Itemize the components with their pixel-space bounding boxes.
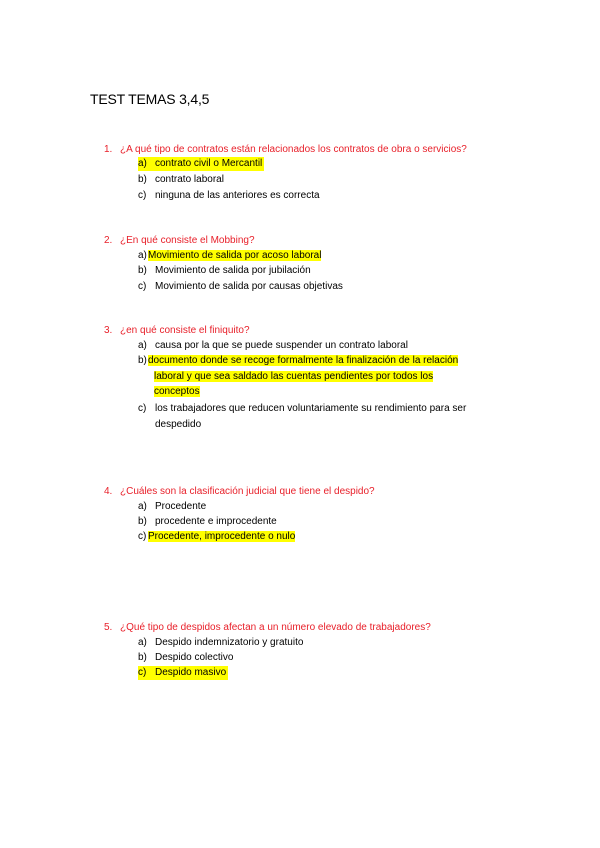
option-1c: c) ninguna de las anteriores es correcta: [138, 190, 320, 201]
option-3a: a) causa por la que se puede suspender un contrato laboral: [138, 340, 408, 351]
question-3: [104, 325, 250, 336]
question-text: ¿Cuáles son la clasificación judicial que tiene el despido?: [120, 486, 375, 497]
option-4a: a) Procedente: [138, 501, 207, 512]
question-number: 5.: [104, 622, 113, 633]
question-text: ¿A qué tipo de contratos están relacionados los contratos de obra o servicios?: [120, 144, 467, 155]
option-4c: c) Procedente, improcedente o nulo: [138, 531, 296, 542]
option-2a: a)Movimiento de salida por acoso laboral: [138, 250, 322, 261]
option-3b-letter: b): [138, 355, 147, 366]
question-number: 1.: [104, 144, 113, 155]
option-1b: b) contrato laboral: [138, 174, 224, 185]
question-1: [104, 144, 467, 155]
question-text: ¿Qué tipo de despidos afectan a un número elevado de trabajadores?: [120, 622, 431, 633]
option-5a: a) Despido indemnizatorio y gratuito: [138, 637, 304, 648]
question-text: ¿en qué consiste el finiquito?: [120, 325, 250, 336]
option-5b: b) Despido colectivo: [138, 652, 234, 663]
question-4: [104, 486, 375, 497]
option-1a: a) contrato civil o Mercantil: [138, 158, 263, 169]
document-title: TEST TEMAS 3,4,5: [90, 91, 210, 107]
option-2c: c) Movimiento de salida por causas objetivas: [138, 281, 343, 292]
option-3c-letter: c): [138, 403, 147, 414]
question-2: [104, 235, 255, 246]
question-5: [104, 622, 431, 633]
option-4b: b) procedente e improcedente: [138, 516, 277, 527]
option-3b: documento donde se recoge formalmente la finalización de la relación laboral y que sea saldado las cuentas pendientes por todos los conceptos: [148, 355, 459, 397]
question-number: 2.: [104, 235, 113, 246]
question-text: ¿En qué consiste el Mobbing?: [120, 235, 255, 246]
question-number: 4.: [104, 486, 113, 497]
option-2b: b) Movimiento de salida por jubilación: [138, 265, 311, 276]
option-5c: c) Despido masivo: [138, 667, 227, 678]
question-number: 3.: [104, 325, 113, 336]
option-3c: los trabajadores que reducen voluntariamente su rendimiento para ser despedido: [155, 403, 467, 430]
